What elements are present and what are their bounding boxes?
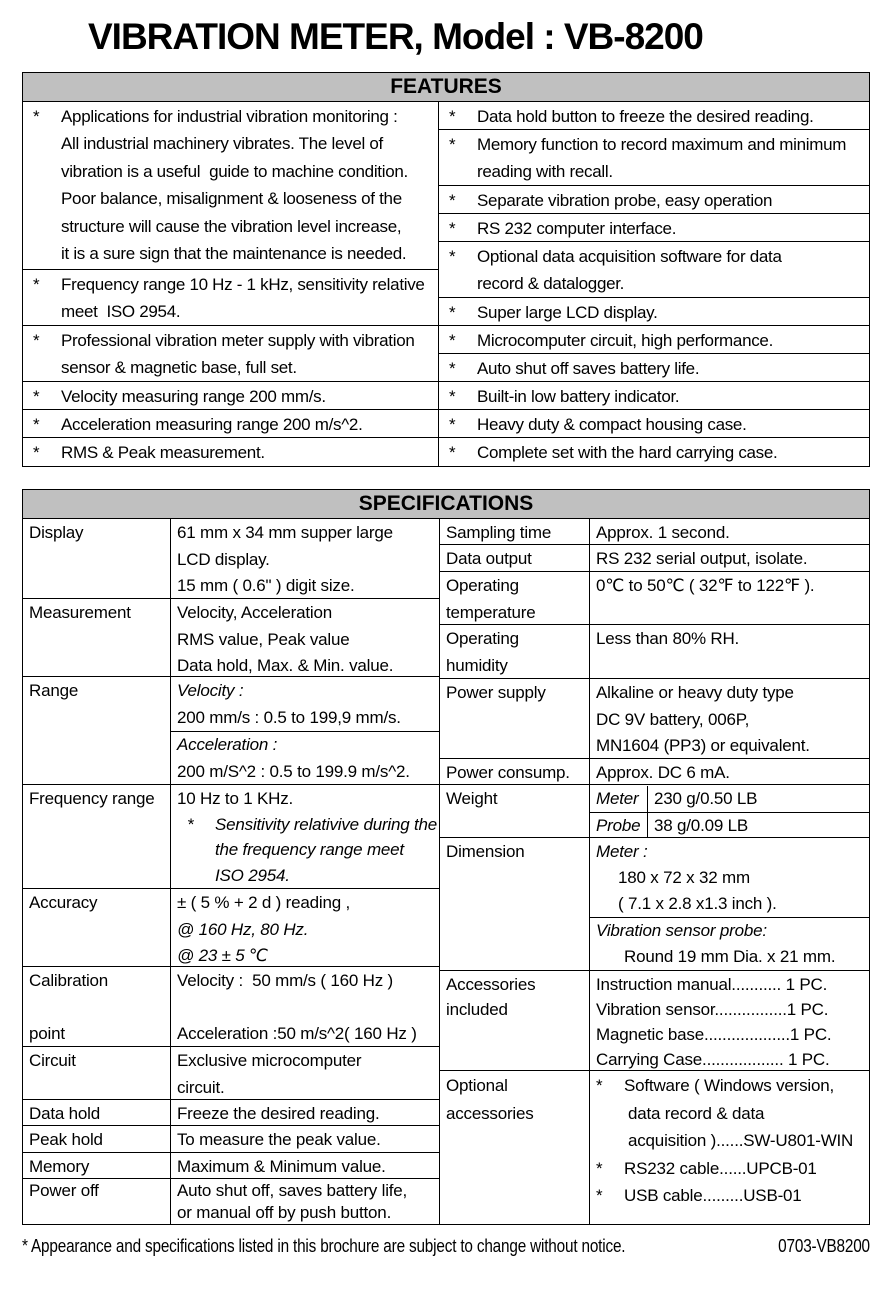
spec-value	[590, 519, 869, 544]
spec-row	[23, 1179, 439, 1224]
footer-note: * Appearance and specifications listed in this brochure are subject to change without notice.	[22, 1236, 626, 1256]
spec-label-line: included	[446, 1000, 508, 1019]
spec-value-line-text: Sensitivity relativive during the	[215, 814, 438, 834]
spec-label-line: humidity	[446, 655, 508, 675]
spec-value-line: Meter :	[596, 842, 648, 861]
bullet-star-icon: *	[449, 191, 456, 210]
spec-label-line: Range	[29, 681, 79, 700]
feature-line-text: Memory function to record maximum and minimum	[477, 135, 847, 154]
spec-label	[23, 599, 171, 676]
specifications-table	[22, 489, 870, 1225]
bullet-star-icon: *	[449, 415, 456, 434]
spec-label	[440, 838, 590, 970]
spec-value-line: Velocity :	[177, 681, 244, 700]
spec-subrow	[590, 786, 869, 812]
spec-label-line: Data hold	[29, 1104, 100, 1123]
bullet-star-icon: *	[33, 443, 40, 462]
spec-label-line: temperature	[446, 602, 536, 622]
spec-label	[23, 1153, 171, 1178]
spec-value-block	[590, 520, 869, 545]
spec-label-line: Operating	[446, 629, 519, 648]
feature-line-text: Built-in low battery indicator.	[477, 387, 680, 406]
bullet-star-icon: *	[596, 1076, 603, 1095]
features-column-right	[439, 102, 869, 466]
spec-value-block	[171, 731, 439, 785]
spec-label	[440, 519, 590, 544]
feature-item	[23, 102, 438, 270]
spec-row	[23, 1153, 439, 1179]
spec-label	[23, 677, 171, 784]
feature-line-text: Heavy duty & compact housing case.	[477, 415, 747, 434]
spec-value	[590, 838, 869, 970]
spec-value-line: the frequency range meet	[215, 840, 404, 859]
feature-item	[23, 410, 438, 438]
feature-line-text: Separate vibration probe, easy operation	[477, 191, 773, 210]
feature-line: sensor & magnetic base, full set.	[61, 358, 297, 378]
feature-line	[439, 327, 869, 354]
spec-value-line: Magnetic base...................1 PC.	[596, 1025, 832, 1044]
spec-label-line: Power supply	[446, 683, 546, 702]
spec-value-line-text: RS232 cable......UPCB-01	[624, 1158, 817, 1178]
bullet-star-icon: *	[596, 1186, 603, 1205]
features-body	[23, 102, 869, 466]
spec-value-line: Auto shut off, saves battery life,	[177, 1181, 408, 1200]
feature-line	[439, 383, 869, 410]
spec-value-line: 200 mm/s : 0.5 to 199,9 mm/s.	[177, 707, 401, 727]
feature-item	[439, 130, 869, 186]
spec-label-line: Data output	[446, 549, 532, 568]
feature-line: All industrial machinery vibrates. The level of	[61, 134, 383, 154]
spec-row	[23, 785, 439, 889]
feature-line	[439, 299, 869, 326]
spec-value-line: RS 232 serial output, isolate.	[596, 549, 808, 568]
bullet-star-icon: *	[449, 303, 456, 322]
spec-value	[590, 625, 869, 678]
spec-value-line: 200 m/S^2 : 0.5 to 199.9 m/s^2.	[177, 761, 410, 781]
feature-line-text: Super large LCD display.	[477, 303, 658, 322]
spec-value-block	[590, 839, 869, 917]
spec-value-line: ISO 2954.	[215, 865, 290, 885]
spec-value-line: Freeze the desired reading.	[177, 1104, 380, 1123]
feature-item	[439, 438, 869, 466]
spec-label-line: Calibration	[29, 971, 109, 990]
spec-value-line: ( 7.1 x 2.8 x1.3 inch ).	[618, 894, 777, 913]
spec-label	[440, 1071, 590, 1224]
feature-item	[439, 298, 869, 326]
spec-value-line: Maximum & Minimum value.	[177, 1157, 386, 1176]
spec-value-block	[590, 760, 869, 785]
spec-label	[440, 545, 590, 571]
spec-row	[440, 519, 869, 545]
spec-value-block	[171, 1154, 439, 1179]
spec-label	[23, 1179, 171, 1224]
spec-value-line: Alkaline or heavy duty type	[596, 683, 794, 702]
bullet-star-icon: *	[449, 443, 456, 462]
feature-line	[439, 131, 869, 158]
spec-value-line: Instruction manual........... 1 PC.	[596, 975, 828, 994]
spec-sublabel-line: Probe	[596, 816, 641, 835]
feature-line	[439, 215, 869, 242]
spec-row	[23, 677, 439, 785]
spec-label-line: Operating	[446, 576, 519, 595]
feature-line	[439, 355, 869, 382]
feature-item	[23, 270, 438, 326]
spec-label-line: Frequency range	[29, 789, 155, 808]
bullet-star-icon: *	[33, 107, 40, 126]
feature-line	[23, 271, 438, 298]
bullet-star-icon: *	[596, 1158, 603, 1178]
spec-value-block	[590, 917, 869, 970]
feature-item	[23, 382, 438, 410]
spec-row	[440, 971, 869, 1071]
spec-value-line: 15 mm ( 0.6" ) digit size.	[177, 576, 355, 595]
features-header: FEATURES	[23, 73, 869, 102]
spec-value-line: circuit.	[177, 1077, 225, 1097]
spec-label-line: Weight	[446, 789, 498, 808]
specs-column-right	[440, 519, 869, 1224]
spec-value-line: Approx. DC 6 mA.	[596, 763, 730, 782]
spec-subrow	[590, 812, 869, 838]
spec-value-line: Less than 80% RH.	[596, 629, 740, 648]
spec-label-line: Peak hold	[29, 1130, 103, 1149]
spec-row	[440, 838, 869, 971]
spec-value-block	[171, 1048, 439, 1100]
bullet-star-icon: *	[449, 359, 456, 378]
spec-value-line: MN1604 (PP3) or equivalent.	[596, 736, 810, 755]
spec-value-block	[590, 680, 869, 759]
spec-value-block	[171, 890, 439, 967]
spec-row	[23, 967, 439, 1047]
spec-value-block	[171, 1127, 439, 1153]
bullet-star-icon: *	[33, 275, 40, 294]
spec-label	[23, 1100, 171, 1125]
spec-value-line: Velocity : 50 mm/s ( 160 Hz )	[177, 971, 394, 990]
spec-value-line: or manual off by push button.	[177, 1202, 392, 1222]
spec-label	[23, 889, 171, 966]
spec-row	[23, 889, 439, 967]
spec-value-line	[171, 812, 439, 838]
spec-label-line: Circuit	[29, 1051, 76, 1070]
spec-label	[440, 679, 590, 758]
spec-row	[23, 1047, 439, 1100]
spec-value-block	[171, 520, 439, 599]
spec-value-line	[171, 995, 439, 1022]
spec-value-block	[590, 972, 869, 1071]
spec-value-line: Exclusive microcomputer	[177, 1051, 362, 1070]
feature-line	[23, 383, 438, 410]
feature-line-text: Data hold button to freeze the desired reading.	[477, 107, 814, 126]
bullet-star-icon: *	[449, 331, 456, 350]
spec-value-block	[171, 600, 439, 677]
page-title: VIBRATION METER, Model : VB-8200	[88, 16, 703, 57]
bullet-star-icon: *	[449, 107, 456, 126]
spec-label-line	[23, 995, 170, 1022]
spec-row	[23, 1126, 439, 1153]
spec-value-line: RMS value, Peak value	[177, 629, 350, 649]
feature-line	[23, 439, 438, 466]
spec-value-line: Approx. 1 second.	[596, 523, 730, 542]
spec-row	[23, 599, 439, 677]
spec-value-line: @ 23 ± 5 ℃	[177, 946, 268, 965]
spec-value	[590, 572, 869, 624]
spec-value-block	[171, 1101, 439, 1126]
spec-label-line: Dimension	[446, 842, 525, 861]
bullet-star-icon: *	[33, 387, 40, 406]
feature-line: vibration is a useful guide to machine condition.	[61, 161, 408, 181]
feature-line-text: Applications for industrial vibration monitoring :	[61, 107, 398, 126]
spec-value	[171, 519, 439, 598]
spec-value-block	[171, 1180, 439, 1223]
bullet-star-icon: *	[449, 387, 456, 406]
spec-row	[23, 1100, 439, 1126]
spec-value	[171, 1126, 439, 1152]
spec-value-block	[171, 678, 439, 731]
spec-row	[440, 785, 869, 838]
spec-value	[171, 889, 439, 966]
spec-row	[440, 572, 869, 625]
feature-line-text: Optional data acquisition software for data	[477, 247, 782, 266]
features-column-left	[23, 102, 439, 466]
spec-value	[171, 599, 439, 676]
spec-value	[171, 1047, 439, 1099]
bullet-star-icon: *	[449, 135, 456, 154]
spec-subvalue	[648, 786, 869, 812]
feature-line: it is a sure sign that the maintenance is needed.	[61, 244, 407, 264]
spec-label	[23, 967, 171, 1046]
spec-label-line: Display	[29, 523, 84, 542]
bullet-star-icon: *	[449, 219, 456, 238]
spec-value-line	[590, 1155, 869, 1183]
spec-value-block	[171, 786, 439, 888]
spec-label-line: Power off	[29, 1181, 99, 1200]
spec-value	[171, 1179, 439, 1224]
spec-row	[440, 625, 869, 679]
spec-value-line: Round 19 mm Dia. x 21 mm.	[624, 947, 836, 966]
spec-value-line: Carrying Case.................. 1 PC.	[596, 1050, 830, 1069]
spec-value-line: Velocity, Acceleration	[177, 603, 332, 622]
spec-value-block	[590, 626, 869, 653]
specs-column-left	[23, 519, 440, 1224]
spec-value-line: DC 9V battery, 006P,	[596, 709, 750, 729]
spec-value	[171, 967, 439, 1046]
spec-value	[171, 785, 439, 888]
bullet-star-icon: *	[449, 247, 456, 266]
feature-item	[23, 326, 438, 382]
feature-line-text: Acceleration measuring range 200 m/s^2.	[61, 415, 363, 434]
spec-value-line	[590, 1182, 869, 1210]
spec-value	[171, 1153, 439, 1178]
spec-value-line: Vibration sensor probe:	[596, 921, 767, 940]
feature-item	[439, 242, 869, 298]
feature-line: meet ISO 2954.	[61, 302, 181, 322]
spec-label	[440, 625, 590, 678]
spec-value-line: Data hold, Max. & Min. value.	[177, 656, 394, 675]
spec-value-block	[171, 968, 439, 1047]
features-table	[22, 72, 870, 467]
feature-line	[439, 243, 869, 270]
spec-value-line: 0℃ to 50℃ ( 32℉ to 122℉ ).	[596, 576, 815, 595]
spec-sublabel	[590, 786, 648, 812]
spec-value-line: 10 Hz to 1 KHz.	[177, 789, 294, 808]
feature-line: reading with recall.	[477, 162, 613, 182]
spec-value-line-text: Software ( Windows version,	[624, 1076, 835, 1095]
spec-value	[590, 545, 869, 571]
feature-item	[439, 354, 869, 382]
feature-line-text: Auto shut off saves battery life.	[477, 359, 700, 378]
feature-item	[23, 438, 438, 466]
feature-line	[23, 327, 438, 354]
bullet-star-icon: *	[33, 415, 40, 434]
spec-value-line: Acceleration :	[177, 735, 278, 754]
spec-row	[440, 759, 869, 785]
feature-line-text: Professional vibration meter supply with vibration	[61, 331, 415, 350]
spec-value	[171, 677, 439, 784]
spec-value-block	[590, 573, 869, 600]
feature-line: Poor balance, misalignment & looseness of the	[61, 189, 402, 209]
feature-item	[439, 410, 869, 438]
spec-value-line	[590, 1072, 869, 1100]
feature-line-text: Complete set with the hard carrying case.	[477, 443, 778, 462]
feature-line-text: Microcomputer circuit, high performance.	[477, 331, 774, 350]
feature-item	[439, 326, 869, 354]
spec-label-line: accessories	[446, 1103, 534, 1123]
spec-label	[23, 1047, 171, 1099]
bullet-star-icon: *	[187, 814, 194, 834]
spec-value-line: data record & data	[628, 1103, 765, 1123]
spec-value-line: LCD display.	[177, 549, 270, 569]
feature-line: record & datalogger.	[477, 274, 625, 294]
spec-value	[590, 679, 869, 758]
spec-value	[171, 1100, 439, 1125]
page-footer	[22, 1236, 870, 1257]
feature-line-text: RMS & Peak measurement.	[61, 443, 265, 462]
spec-label-line: Measurement	[29, 603, 131, 622]
feature-item	[439, 102, 869, 130]
spec-label-line: point	[29, 1024, 65, 1043]
spec-value-line: 61 mm x 34 mm supper large	[177, 523, 393, 542]
spec-value-block	[590, 1072, 869, 1210]
spec-value-line: @ 160 Hz, 80 Hz.	[177, 919, 309, 939]
spec-value-line-text: USB cable.........USB-01	[624, 1186, 802, 1205]
spec-label	[23, 785, 171, 888]
feature-line-text: Velocity measuring range 200 mm/s.	[61, 387, 326, 406]
spec-value-line: 180 x 72 x 32 mm	[618, 868, 750, 887]
spec-label-line: Accessories	[446, 975, 536, 994]
bullet-star-icon: *	[33, 331, 40, 350]
spec-row	[440, 545, 869, 572]
feature-line-text: Frequency range 10 Hz - 1 kHz, sensitivity relative	[61, 275, 425, 294]
spec-label	[23, 1126, 171, 1152]
feature-line	[439, 103, 869, 130]
feature-item	[439, 186, 869, 214]
spec-label-line: Power consump.	[446, 763, 570, 782]
spec-label	[23, 519, 171, 598]
spec-sublabel	[590, 813, 648, 838]
spec-subvalue-line: 38 g/0.09 LB	[654, 816, 749, 835]
spec-value	[590, 785, 869, 837]
feature-line-text: RS 232 computer interface.	[477, 219, 677, 238]
spec-value-line: To measure the peak value.	[177, 1130, 381, 1149]
spec-row	[440, 1071, 869, 1224]
spec-row	[440, 679, 869, 759]
spec-label-line: Accuracy	[29, 893, 98, 912]
spec-label-line: Optional	[446, 1076, 508, 1095]
spec-label	[440, 572, 590, 624]
spec-label	[440, 759, 590, 784]
feature-line: structure will cause the vibration level increase,	[61, 216, 402, 236]
spec-value-line: acquisition )......SW-U801-WIN	[628, 1131, 854, 1150]
spec-label	[440, 971, 590, 1070]
feature-line	[23, 103, 438, 130]
feature-line	[439, 439, 869, 466]
spec-value	[590, 1071, 869, 1224]
specifications-header: SPECIFICATIONS	[23, 490, 869, 519]
spec-value	[590, 759, 869, 784]
spec-subvalue-line: 230 g/0.50 LB	[654, 789, 758, 808]
spec-label-line: Memory	[29, 1157, 90, 1176]
spec-value-line: Acceleration :50 m/s^2( 160 Hz )	[177, 1024, 417, 1043]
spec-value-line: ± ( 5 % + 2 d ) reading ,	[177, 893, 351, 912]
spec-label	[440, 785, 590, 837]
spec-value-line: Vibration sensor................1 PC.	[596, 1000, 829, 1019]
feature-line	[439, 187, 869, 214]
spec-sublabel-line: Meter	[596, 789, 639, 808]
feature-line	[23, 411, 438, 438]
spec-value-block	[590, 546, 869, 572]
spec-subvalue	[648, 813, 869, 838]
feature-item	[439, 382, 869, 410]
specifications-body	[23, 519, 869, 1224]
spec-value	[590, 971, 869, 1070]
feature-line	[439, 411, 869, 438]
spec-row	[23, 519, 439, 599]
feature-item	[439, 214, 869, 242]
footer-code: 0703-VB8200	[778, 1236, 870, 1256]
spec-label-line: Sampling time	[446, 523, 552, 542]
